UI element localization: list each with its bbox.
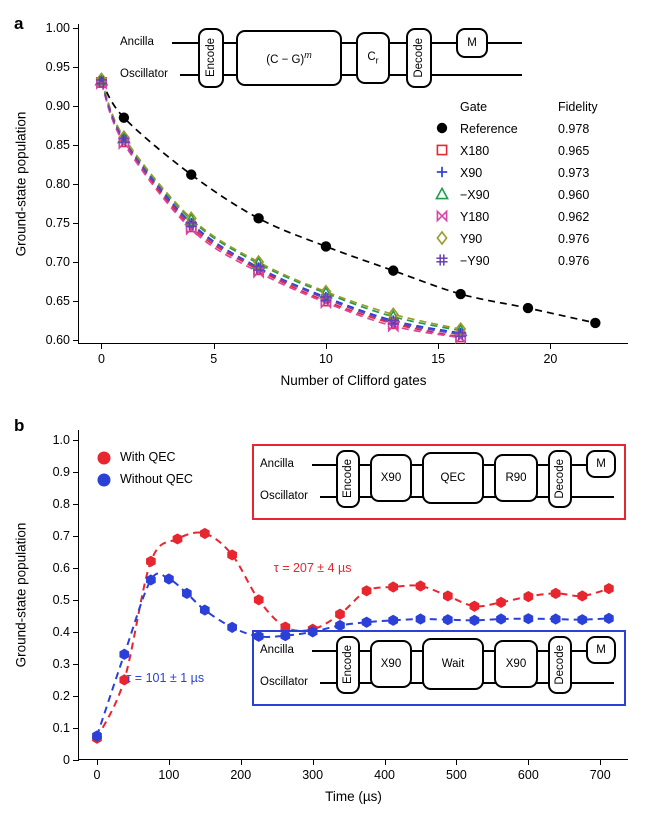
y-tick [73,568,79,569]
legend-label: −X90 [460,188,490,202]
gate-decode-qec: Decode [548,450,572,508]
legend-header-gate: Gate [460,100,488,114]
y-tick-label: 0.95 [45,59,70,74]
legend-marker-y180 [430,207,454,225]
x-tick [97,759,98,765]
y-tick-label: 1.0 [52,432,70,447]
legend-label: X180 [460,144,490,158]
circuit-qec-wire-label-ancilla: Ancilla [260,458,294,470]
y-tick-label: 0.90 [45,98,70,113]
x-tick-label: 15 [431,352,446,366]
circuit-a-wire-label-oscillator: Oscillator [120,68,168,80]
x-tick [169,759,170,765]
y-tick [73,632,79,633]
x-tick [214,343,215,349]
x-tick-label: 5 [210,352,218,366]
y-tick [73,262,79,263]
y-tick-label: 0.8 [52,496,70,511]
legend-fidelity: 0.973 [558,166,590,180]
legend-label: Reference [460,122,518,136]
legend-marker-without-qec [98,474,111,487]
legend-label-without-qec: Without QEC [120,472,193,486]
legend-marker-reference [430,119,454,137]
gate-decode-a: Decode [406,28,432,88]
x-tick-label: 200 [230,768,252,782]
gate-x90-b-wait: X90 [494,640,538,688]
circuit-diagram-wait [252,630,626,706]
annotation-tau: τ = 207 ± 4 µs [273,560,352,575]
legend-fidelity: 0.976 [558,254,590,268]
x-tick [438,343,439,349]
x-tick [456,759,457,765]
x-tick [241,759,242,765]
x-tick-label: 0 [97,352,105,366]
gate-x90-qec: X90 [370,454,412,502]
circuit-a-wire-label-ancilla: Ancilla [120,36,154,48]
y-tick [73,106,79,107]
legend-fidelity: 0.976 [558,232,590,246]
x-tick-label: 300 [302,768,324,782]
circuit-diagram-a [120,26,540,106]
y-tick [73,536,79,537]
gate-measure-qec: M [586,450,616,478]
gate-cg-a: $(C - G)^m$ [236,30,342,86]
y-tick [73,664,79,665]
gate-encode-a: Encode [198,28,224,88]
y-tick-label: 0.65 [45,294,70,309]
y-tick-label: 0.85 [45,137,70,152]
gate-cr-a: $C_r$ [356,32,390,84]
legend-label-with-qec: With QEC [120,450,176,464]
y-tick [73,504,79,505]
gate-measure-wait: M [586,636,616,664]
panel-letter-a: a [14,14,24,33]
gate-encode-wait: Encode [336,636,360,694]
legend-label: X90 [460,166,483,180]
y-tick-label: 0 [63,753,70,767]
gate-decode-wait: Decode [548,636,572,694]
y-tick-label: 0.7 [52,528,70,543]
panel-a-xlabel: Number of Clifford gates [280,373,427,388]
legend-marker-x90 [430,185,454,203]
x-tick [528,759,529,765]
y-tick [73,340,79,341]
y-tick-label: 0.5 [52,592,70,607]
y-tick-label: 0.9 [52,464,70,479]
legend-marker-y90 [430,229,454,247]
panel-b-legend [96,450,266,498]
legend-fidelity: 0.962 [558,210,590,224]
y-tick-label: 0.75 [45,216,70,231]
x-tick-label: 700 [589,768,611,782]
x-tick-label: 100 [158,768,180,782]
legend-label: −Y90 [460,254,490,268]
x-tick [313,759,314,765]
y-tick-label: 0.3 [52,656,70,671]
y-tick [73,184,79,185]
circuit-wait-wire-label-ancilla: Ancilla [260,644,294,656]
y-tick [73,472,79,473]
y-tick-label: 0.6 [52,560,70,575]
circuit-qec-wire-label-oscillator: Oscillator [260,490,308,502]
gate-qec: QEC [422,452,484,504]
x-tick-label: 600 [517,768,539,782]
x-tick [385,759,386,765]
y-tick [73,67,79,68]
y-tick-label: 1.00 [45,20,70,35]
y-tick [73,600,79,601]
gate-measure-a: M [456,28,488,58]
legend-label: Y180 [460,210,490,224]
y-tick-label: 0.70 [45,255,70,270]
circuit-wait-wire-label-oscillator: Oscillator [260,676,308,688]
x-tick-label: 20 [543,352,558,366]
circuit-diagram-qec [252,444,626,520]
y-tick [73,760,79,761]
gate-x90-a-wait: X90 [370,640,412,688]
x-tick-label: 400 [374,768,395,782]
panel-b-xlabel: Time (µs) [325,789,382,804]
x-tick [600,759,601,765]
legend-fidelity: 0.978 [558,122,590,136]
legend-header-fidelity: Fidelity [558,100,598,114]
x-tick-label: 500 [446,768,467,782]
gate-encode-qec: Encode [336,450,360,508]
x-tick [550,343,551,349]
y-tick [73,223,79,224]
legend-fidelity: 0.965 [558,144,590,158]
gate-wait: Wait [422,638,484,690]
y-tick [73,440,79,441]
x-tick-label: 0 [93,768,101,782]
legend-marker-x90 [430,163,454,181]
panel-b-ylabel: Ground-state population [13,522,29,667]
panel-a-ylabel: Ground-state population [13,111,29,256]
y-tick [73,301,79,302]
legend-marker-x180 [430,141,454,159]
gate-r90-qec: R90 [494,454,538,502]
y-tick-label: 0.1 [52,720,70,735]
legend-marker-with-qec [98,452,111,465]
y-tick [73,728,79,729]
panel-letter-b: b [14,416,25,435]
panel-a-legend [430,100,630,270]
y-tick [73,696,79,697]
y-tick [73,145,79,146]
y-tick-label: 0.4 [52,624,70,639]
legend-fidelity: 0.960 [558,188,590,202]
x-tick-label: 10 [318,352,333,366]
annotation-tau: τ = 101 ± 1 µs [126,671,205,686]
y-tick [73,28,79,29]
y-tick-label: 0.60 [45,333,70,348]
y-tick-label: 0.2 [52,688,70,703]
legend-label: Y90 [460,232,483,246]
y-tick-label: 0.80 [45,177,70,191]
x-tick [101,343,102,349]
legend-marker-y90 [430,251,454,269]
x-tick [326,343,327,349]
